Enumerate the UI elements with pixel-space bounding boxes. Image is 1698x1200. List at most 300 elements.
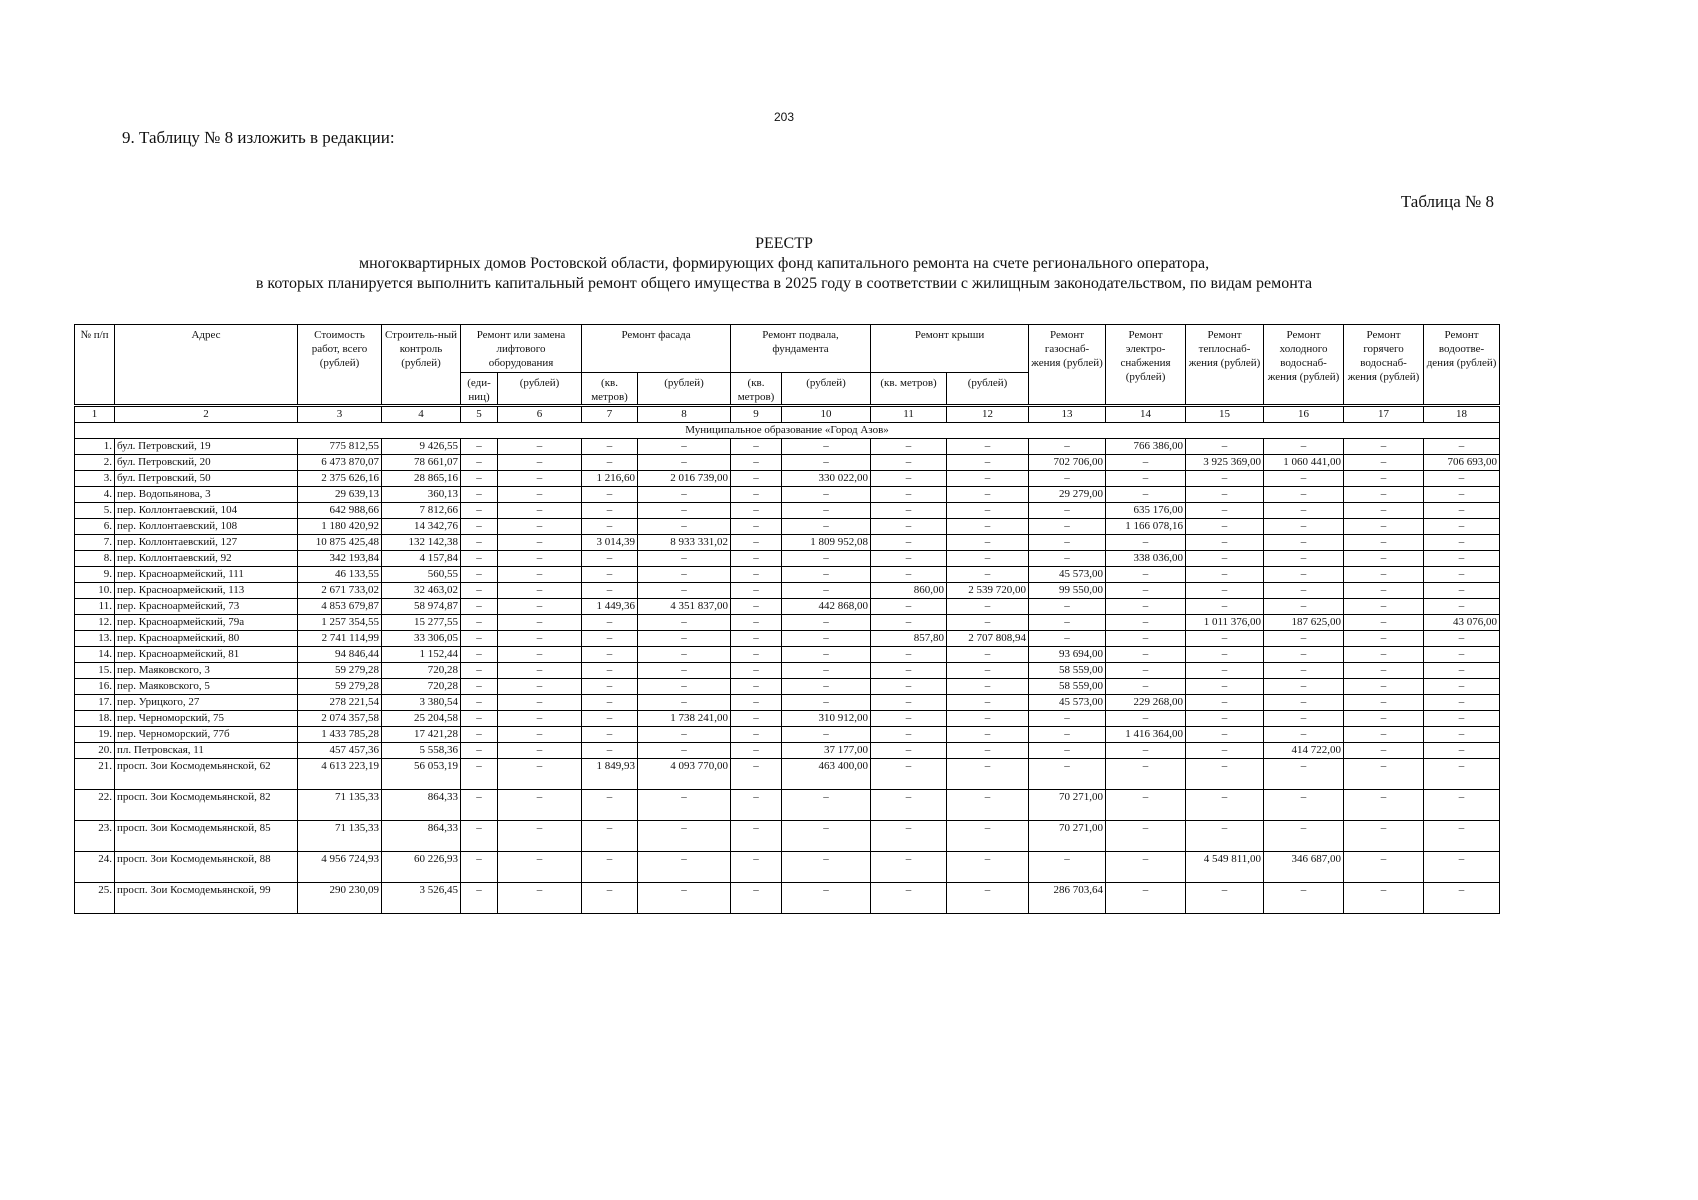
value-cell: 1 433 785,28 [298,727,382,743]
column-number: 17 [1344,406,1424,423]
value-cell: 4 613 223,19 [298,759,382,790]
value-cell: – [782,567,871,583]
value-cell: 10 875 425,48 [298,535,382,551]
value-cell: 59 279,28 [298,679,382,695]
value-cell: – [498,471,582,487]
value-cell: – [731,695,782,711]
table-row [75,790,1500,821]
value-cell: 1 416 364,00 [1106,727,1186,743]
value-cell: – [782,615,871,631]
value-cell: – [461,599,498,615]
address-cell: пер. Красноармейский, 73 [115,599,298,615]
value-cell: – [782,647,871,663]
header-control: Строитель-ный контроль (рублей) [382,325,461,406]
column-number: 16 [1264,406,1344,423]
table-row [75,519,1500,535]
column-number: 13 [1029,406,1106,423]
header-facade: Ремонт фасада [582,325,731,373]
table-row [75,615,1500,631]
value-cell: 442 868,00 [782,599,871,615]
value-cell: – [498,852,582,883]
value-cell: – [498,647,582,663]
value-cell: – [871,567,947,583]
address-cell: пер. Красноармейский, 79а [115,615,298,631]
address-cell: просп. Зои Космодемьянской, 62 [115,759,298,790]
value-cell: – [782,695,871,711]
value-cell: – [1029,631,1106,647]
row-number-cell: 1. [75,439,115,455]
row-number-cell: 15. [75,663,115,679]
table-row [75,821,1500,852]
address-cell: пер. Урицкого, 27 [115,695,298,711]
table-row [75,679,1500,695]
value-cell: 14 342,76 [382,519,461,535]
value-cell: 99 550,00 [1029,583,1106,599]
value-cell: – [1186,821,1264,852]
header-basement: Ремонт подвала, фундамента [731,325,871,373]
address-cell: пер. Красноармейский, 111 [115,567,298,583]
value-cell: – [947,727,1029,743]
value-cell: – [731,583,782,599]
value-cell: – [1344,535,1424,551]
table-label: Таблица № 8 [1400,192,1494,211]
table-row [75,852,1500,883]
value-cell: – [1106,487,1186,503]
value-cell: 45 573,00 [1029,695,1106,711]
address-cell: пер. Черноморский, 75 [115,711,298,727]
value-cell: – [947,711,1029,727]
address-cell: пер. Коллонтаевский, 108 [115,519,298,535]
value-cell: 1 166 078,16 [1106,519,1186,535]
value-cell: – [1264,519,1344,535]
value-cell: 37 177,00 [782,743,871,759]
value-cell: 857,80 [871,631,947,647]
value-cell: 642 988,66 [298,503,382,519]
value-cell: – [1029,439,1106,455]
value-cell: – [498,759,582,790]
value-cell: – [1029,519,1106,535]
value-cell: – [498,615,582,631]
value-cell: – [498,599,582,615]
value-cell: – [782,679,871,695]
value-cell: – [731,455,782,471]
value-cell: – [461,487,498,503]
value-cell: – [1424,679,1500,695]
value-cell: – [582,567,638,583]
value-cell: – [461,663,498,679]
value-cell: – [782,439,871,455]
row-number-cell: 16. [75,679,115,695]
header-roof-rub: (рублей) [947,373,1029,406]
value-cell: 342 193,84 [298,551,382,567]
value-cell: 5 558,36 [382,743,461,759]
value-cell: – [782,631,871,647]
value-cell: 3 380,54 [382,695,461,711]
value-cell: – [731,615,782,631]
value-cell: – [871,790,947,821]
address-cell: просп. Зои Космодемьянской, 99 [115,883,298,914]
value-cell: – [1344,503,1424,519]
value-cell: – [461,631,498,647]
column-number: 18 [1424,406,1500,423]
value-cell: 766 386,00 [1106,439,1186,455]
row-number-cell: 23. [75,821,115,852]
value-cell: – [1344,471,1424,487]
value-cell: – [638,852,731,883]
table-row [75,727,1500,743]
value-cell: – [1424,471,1500,487]
value-cell: – [782,487,871,503]
value-cell: – [582,679,638,695]
value-cell: – [947,439,1029,455]
value-cell: – [1424,487,1500,503]
value-cell: 560,55 [382,567,461,583]
value-cell: 1 849,93 [582,759,638,790]
table-body [75,406,1500,914]
value-cell: 33 306,05 [382,631,461,647]
value-cell: – [1344,647,1424,663]
value-cell: – [582,519,638,535]
value-cell: 45 573,00 [1029,567,1106,583]
value-cell: 1 011 376,00 [1186,615,1264,631]
address-cell: пер. Красноармейский, 113 [115,583,298,599]
value-cell: – [1186,883,1264,914]
address-cell: просп. Зои Космодемьянской, 82 [115,790,298,821]
value-cell: – [1264,631,1344,647]
column-number: 7 [582,406,638,423]
value-cell: 702 706,00 [1029,455,1106,471]
value-cell: – [582,487,638,503]
column-number: 9 [731,406,782,423]
value-cell: – [1344,663,1424,679]
header-no: № п/п [75,325,115,406]
address-cell: бул. Петровский, 20 [115,455,298,471]
value-cell: – [731,599,782,615]
value-cell: – [947,759,1029,790]
value-cell: 2 707 808,94 [947,631,1029,647]
column-number: 12 [947,406,1029,423]
row-number-cell: 9. [75,567,115,583]
value-cell: – [582,551,638,567]
title-line: многоквартирных домов Ростовской области, формирующих фонд капитального ремонта на счете регионального оператора, [358,255,1210,272]
value-cell: – [1186,599,1264,615]
value-cell: – [582,727,638,743]
address-cell: пл. Петровская, 11 [115,743,298,759]
table-row [75,487,1500,503]
value-cell: – [947,503,1029,519]
value-cell: 6 473 870,07 [298,455,382,471]
value-cell: – [498,631,582,647]
value-cell: – [1344,711,1424,727]
value-cell: – [461,455,498,471]
value-cell: – [461,615,498,631]
row-number-cell: 8. [75,551,115,567]
value-cell: – [782,883,871,914]
value-cell: – [1424,852,1500,883]
value-cell: – [1344,519,1424,535]
value-cell: – [498,503,582,519]
table-row [75,567,1500,583]
value-cell: – [582,852,638,883]
value-cell: 1 809 952,08 [782,535,871,551]
value-cell: 43 076,00 [1424,615,1500,631]
value-cell: – [871,759,947,790]
value-cell: – [1264,821,1344,852]
value-cell: 3 014,39 [582,535,638,551]
value-cell: 70 271,00 [1029,790,1106,821]
address-cell: бул. Петровский, 19 [115,439,298,455]
value-cell: – [1186,647,1264,663]
value-cell: 720,28 [382,663,461,679]
value-cell: – [1264,695,1344,711]
value-cell: – [871,551,947,567]
value-cell: – [1264,711,1344,727]
header-lift-rub: (рублей) [498,373,582,406]
value-cell: – [1424,503,1500,519]
address-cell: пер. Черноморский, 77б [115,727,298,743]
value-cell: – [1264,883,1344,914]
value-cell: – [638,487,731,503]
value-cell: 58 559,00 [1029,663,1106,679]
title-line: в которых планируется выполнить капитальный ремонт общего имущества в 2025 году в соответствии с жилищным законодательством, по видам ремонта [255,275,1313,292]
value-cell: – [871,647,947,663]
value-cell: – [461,790,498,821]
value-cell: – [1029,599,1106,615]
value-cell: – [1186,631,1264,647]
value-cell: – [731,439,782,455]
value-cell: – [1424,551,1500,567]
value-cell: – [498,743,582,759]
value-cell: 775 812,55 [298,439,382,455]
value-cell: – [638,647,731,663]
value-cell: – [638,455,731,471]
value-cell: – [498,679,582,695]
column-number: 2 [115,406,298,423]
value-cell: – [1424,883,1500,914]
value-cell: – [638,883,731,914]
value-cell: – [947,743,1029,759]
row-number-cell: 7. [75,535,115,551]
value-cell: 864,33 [382,790,461,821]
value-cell: – [498,883,582,914]
column-number: 3 [298,406,382,423]
value-cell: 4 157,84 [382,551,461,567]
value-cell: – [1106,711,1186,727]
value-cell: 17 421,28 [382,727,461,743]
value-cell: – [947,455,1029,471]
column-number: 4 [382,406,461,423]
value-cell: – [461,567,498,583]
value-cell: – [582,583,638,599]
value-cell: – [638,790,731,821]
value-cell: 7 812,66 [382,503,461,519]
header-cost: Стоимость работ, всего (рублей) [298,325,382,406]
value-cell: 60 226,93 [382,852,461,883]
municipality-row [75,423,1500,439]
value-cell: – [1106,567,1186,583]
value-cell: 3 526,45 [382,883,461,914]
value-cell: – [498,727,582,743]
address-cell: просп. Зои Космодемьянской, 85 [115,821,298,852]
value-cell: – [1029,551,1106,567]
value-cell: 360,13 [382,487,461,503]
value-cell: – [1424,695,1500,711]
value-cell: – [1106,583,1186,599]
value-cell: – [1344,743,1424,759]
value-cell: 463 400,00 [782,759,871,790]
value-cell: 1 180 420,92 [298,519,382,535]
row-number-cell: 20. [75,743,115,759]
value-cell: – [1106,615,1186,631]
value-cell: – [731,487,782,503]
value-cell: – [1106,663,1186,679]
value-cell: – [871,519,947,535]
column-number: 6 [498,406,582,423]
value-cell: – [1029,759,1106,790]
value-cell: – [498,487,582,503]
value-cell: – [638,439,731,455]
value-cell: – [638,615,731,631]
value-cell: – [731,727,782,743]
value-cell: – [461,883,498,914]
value-cell: – [871,821,947,852]
value-cell: 290 230,09 [298,883,382,914]
value-cell: – [871,695,947,711]
value-cell: – [1424,599,1500,615]
value-cell: – [782,727,871,743]
value-cell: 2 741 114,99 [298,631,382,647]
table-row [75,471,1500,487]
value-cell: – [1264,759,1344,790]
table-row [75,583,1500,599]
value-cell: 1 216,60 [582,471,638,487]
value-cell: 2 016 739,00 [638,471,731,487]
value-cell: – [461,852,498,883]
header-lift-units: (еди-ниц) [461,373,498,406]
value-cell: – [1029,727,1106,743]
row-number-cell: 19. [75,727,115,743]
page-number: 203 [773,110,795,124]
value-cell: – [1186,439,1264,455]
value-cell: – [1106,743,1186,759]
value-cell: 4 549 811,00 [1186,852,1264,883]
table-row [75,743,1500,759]
value-cell: – [947,790,1029,821]
value-cell: 330 022,00 [782,471,871,487]
value-cell: – [1344,615,1424,631]
value-cell: – [731,821,782,852]
value-cell: – [1424,790,1500,821]
value-cell: – [1106,759,1186,790]
value-cell: – [1106,471,1186,487]
value-cell: – [498,551,582,567]
table-header [75,325,1500,406]
value-cell: – [1186,727,1264,743]
value-cell: – [871,503,947,519]
value-cell: – [1344,439,1424,455]
table-row [75,695,1500,711]
value-cell: – [1424,535,1500,551]
value-cell: – [1264,679,1344,695]
value-cell: – [1344,631,1424,647]
value-cell: – [582,615,638,631]
value-cell: – [582,663,638,679]
column-number-row [75,406,1500,423]
value-cell: – [1186,567,1264,583]
value-cell: – [1186,743,1264,759]
value-cell: – [1424,567,1500,583]
column-number: 1 [75,406,115,423]
value-cell: – [1186,695,1264,711]
value-cell: – [782,551,871,567]
value-cell: – [461,695,498,711]
value-cell: – [1264,583,1344,599]
value-cell: – [1344,551,1424,567]
value-cell: – [461,727,498,743]
value-cell: 229 268,00 [1106,695,1186,711]
value-cell: – [871,455,947,471]
value-cell: – [582,439,638,455]
row-number-cell: 25. [75,883,115,914]
value-cell: – [1424,583,1500,599]
value-cell: – [1186,551,1264,567]
value-cell: – [1344,679,1424,695]
value-cell: – [1029,743,1106,759]
value-cell: – [731,647,782,663]
header-address: Адрес [115,325,298,406]
value-cell: – [1186,503,1264,519]
value-cell: 187 625,00 [1264,615,1344,631]
value-cell: – [731,711,782,727]
value-cell: – [1344,852,1424,883]
column-number: 11 [871,406,947,423]
value-cell: – [1106,535,1186,551]
address-cell: пер. Красноармейский, 81 [115,647,298,663]
value-cell: – [731,631,782,647]
value-cell: – [498,821,582,852]
header-hot: Ремонт горячего водоснаб-жения (рублей) [1344,325,1424,406]
value-cell: – [1106,790,1186,821]
value-cell: 278 221,54 [298,695,382,711]
value-cell: – [1186,663,1264,679]
row-number-cell: 22. [75,790,115,821]
value-cell: – [947,663,1029,679]
value-cell: – [638,503,731,519]
value-cell: – [638,695,731,711]
value-cell: – [731,743,782,759]
row-number-cell: 14. [75,647,115,663]
value-cell: 94 846,44 [298,647,382,663]
value-cell: – [582,647,638,663]
address-cell: просп. Зои Космодемьянской, 88 [115,852,298,883]
value-cell: – [498,663,582,679]
value-cell: – [871,679,947,695]
value-cell: – [1424,519,1500,535]
column-number: 10 [782,406,871,423]
value-cell: 860,00 [871,583,947,599]
address-cell: пер. Маяковского, 5 [115,679,298,695]
value-cell: – [871,615,947,631]
row-number-cell: 12. [75,615,115,631]
value-cell: – [461,583,498,599]
value-cell: – [1344,821,1424,852]
value-cell: – [731,679,782,695]
value-cell: – [1264,567,1344,583]
value-cell: – [1029,503,1106,519]
value-cell: – [498,711,582,727]
value-cell: – [1264,790,1344,821]
value-cell: – [1264,535,1344,551]
